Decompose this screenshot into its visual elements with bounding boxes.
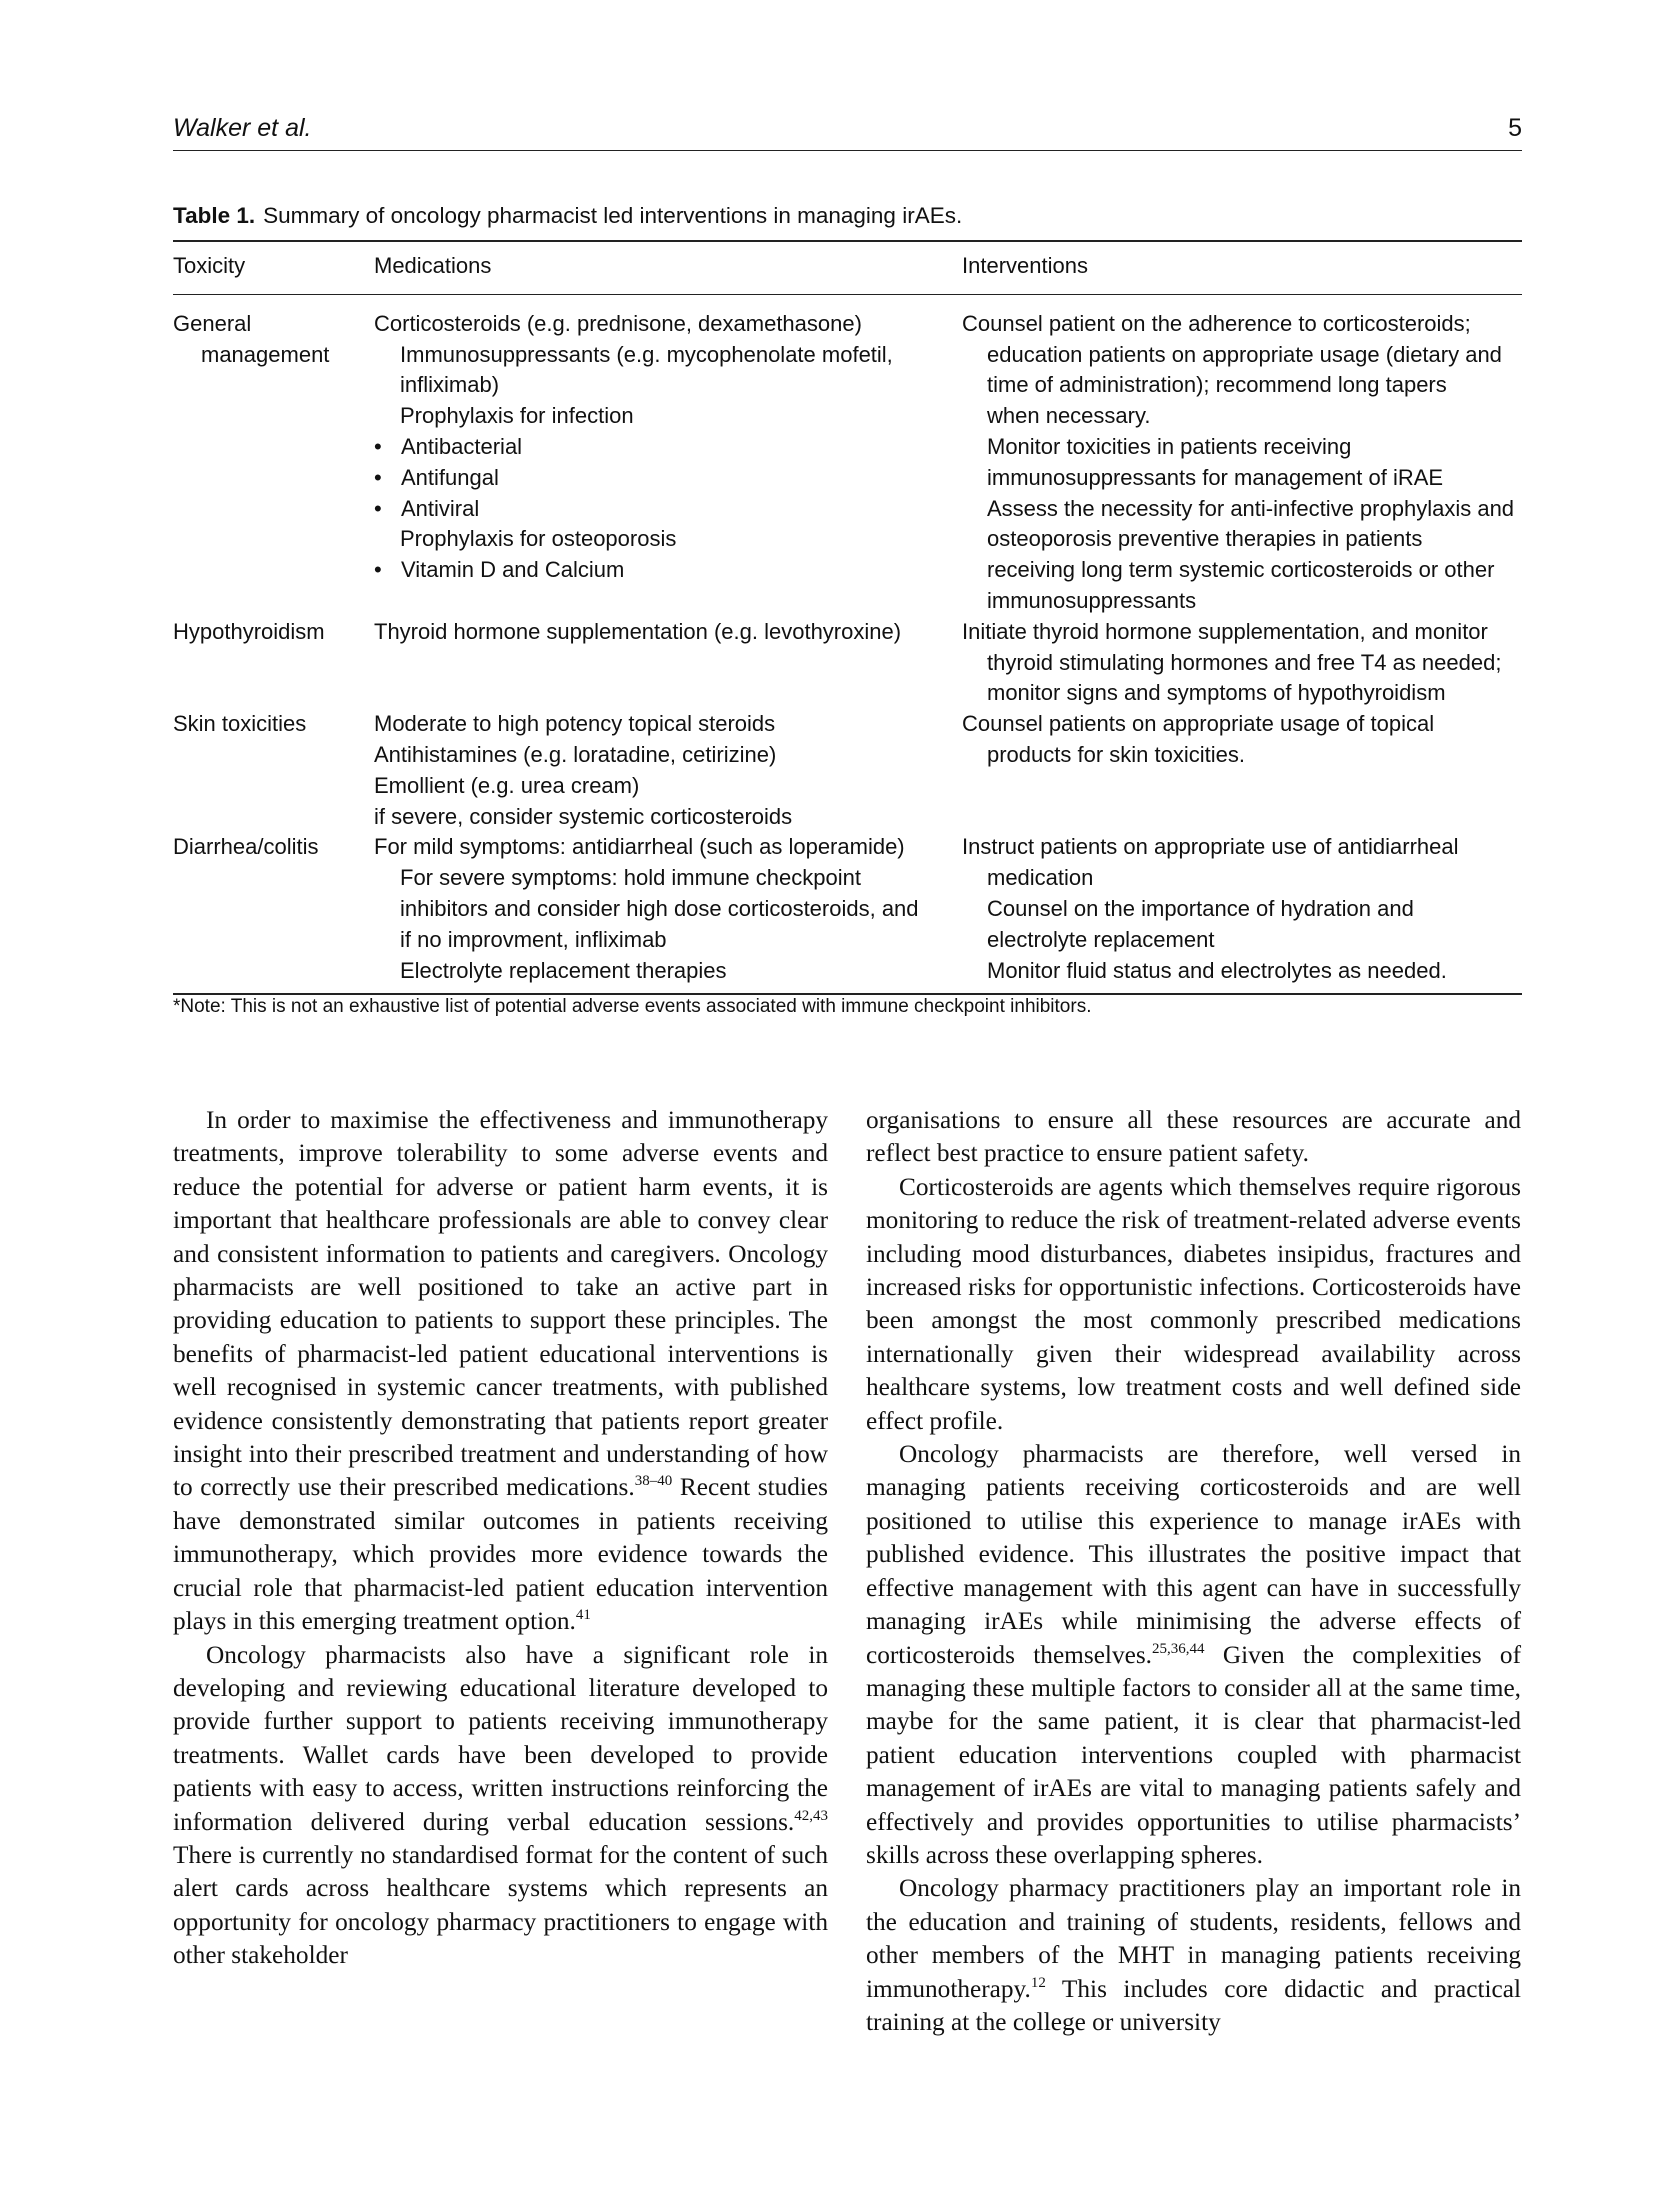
body-column-left	[173, 1104, 828, 1973]
interventions-table	[173, 240, 1522, 995]
cell-interventions	[962, 709, 1522, 832]
paragraph-text: This includes core didactic and practical training at the college or university	[866, 1974, 1521, 2036]
table-body	[173, 294, 1522, 994]
cell-interventions	[962, 617, 1522, 709]
cell-medications	[374, 294, 962, 616]
column-header-interventions: Interventions	[962, 241, 1522, 294]
toxicity-label: Diarrhea/colitis	[173, 834, 319, 860]
medication-line	[374, 802, 962, 833]
intervention-line: medication	[987, 865, 1094, 891]
medication-text: Prophylaxis for infection	[400, 403, 634, 429]
cell-interventions	[962, 832, 1522, 994]
medication-line	[374, 617, 962, 648]
body-column-right	[866, 1104, 1521, 2039]
intervention-line: Counsel patient on the adherence to corticosteroids;	[962, 310, 1471, 336]
medication-line	[374, 894, 962, 925]
body-paragraph	[866, 1438, 1521, 1872]
intervention-line: Monitor fluid status and electrolytes as needed.	[987, 957, 1447, 983]
intervention-line: Monitor toxicities in patients receiving	[987, 433, 1352, 459]
intervention-line: Instruct patients on appropriate use of antidiarrheal	[962, 834, 1459, 860]
medication-line	[374, 956, 962, 987]
medication-text: Antifungal	[401, 464, 499, 490]
medication-bullet-item	[374, 494, 962, 525]
intervention-line: immunosuppressants	[987, 587, 1197, 613]
paragraph-text: Oncology pharmacists are therefore, well versed in managing patients receiving corticosteroids and are well positioned to utilise this experience to manage irAEs with published evidence. This illustrates the positive impact that effective management with this agent can have in successfully managing irAEs while minimising the adverse effects of corticosteroids themselves.	[866, 1440, 1521, 1669]
medication-line	[374, 401, 962, 432]
medication-text: Immunosuppressants (e.g. mycophenolate mofetil,	[400, 341, 893, 367]
running-head	[173, 114, 1522, 151]
intervention-line: Counsel patients on appropriate usage of topical	[962, 711, 1435, 737]
medication-text: Corticosteroids (e.g. prednisone, dexamethasone)	[374, 310, 862, 336]
medication-line	[374, 925, 962, 956]
medication-line	[374, 309, 962, 340]
paragraph-text: Given the complexities of managing these multiple factors to consider all at the same time, maybe for the same patient, it is clear that pharmacist-led patient education interventions coupled with pharmacist management of irAEs are vital to managing patients safely and effectively and provides opportunities to utilise pharmacists’ skills across these overlapping spheres.	[866, 1640, 1521, 1869]
cell-toxicity	[173, 832, 374, 994]
toxicity-label: management	[201, 341, 330, 367]
column-header-toxicity: Toxicity	[173, 241, 374, 294]
medication-text: Antihistamines (e.g. loratadine, cetirizine)	[374, 741, 777, 767]
citation-superscript: 41	[575, 1607, 591, 1624]
table-note: *Note: This is not an exhaustive list of potential adverse events associated with immune checkpoint inhibitors.	[173, 996, 1092, 1017]
medication-line	[374, 771, 962, 802]
table-caption-label: Table 1.	[173, 203, 256, 228]
medication-text: inhibitors and consider high dose corticosteroids, and	[400, 895, 919, 921]
citation-superscript: 38–40	[634, 1473, 673, 1490]
intervention-line: receiving long term systemic corticosteroids or other	[987, 557, 1495, 583]
body-paragraph	[866, 1872, 1521, 2039]
page-number: 5	[1508, 114, 1522, 142]
medication-text: Moderate to high potency topical steroids	[374, 711, 776, 737]
table-row	[173, 832, 1522, 994]
medication-text: Antibacterial	[401, 433, 523, 459]
intervention-line: Counsel on the importance of hydration and	[987, 895, 1414, 921]
cell-toxicity	[173, 709, 374, 832]
column-header-medications: Medications	[374, 241, 962, 294]
cell-interventions	[962, 294, 1522, 616]
intervention-line: thyroid stimulating hormones and free T4 as needed;	[987, 649, 1502, 675]
medication-text: For severe symptoms: hold immune checkpoint	[400, 865, 861, 891]
medication-text: if severe, consider systemic corticosteroids	[374, 803, 793, 829]
medication-text: Vitamin D and Calcium	[401, 557, 625, 583]
cell-toxicity	[173, 294, 374, 616]
toxicity-label: Skin toxicities	[173, 711, 307, 737]
medication-line	[374, 524, 962, 555]
table-row	[173, 617, 1522, 709]
intervention-line: time of administration); recommend long tapers	[987, 372, 1447, 398]
cell-medications	[374, 832, 962, 994]
medication-line	[374, 832, 962, 863]
table-caption	[173, 203, 962, 229]
table-row	[173, 294, 1522, 616]
toxicity-label: General	[173, 310, 252, 336]
body-paragraph: Corticosteroids are agents which themselves require rigorous monitoring to reduce the risk of treatment-related adverse events including mood disturbances, diabetes insipidus, fractures and increased risks for opportunistic infections. Corticosteroids have been amongst the most commonly prescribed medications internationally given their widespread availability across healthcare systems, low treatment costs and well defined side effect profile.	[866, 1172, 1521, 1435]
summary-table	[173, 240, 1522, 995]
medication-line	[374, 740, 962, 771]
medication-line	[374, 340, 962, 371]
medication-text: Thyroid hormone supplementation (e.g. levothyroxine)	[374, 618, 902, 644]
medication-text: Emollient (e.g. urea cream)	[374, 772, 640, 798]
medication-text: Antiviral	[401, 495, 480, 521]
medication-text: For mild symptoms: antidiarrheal (such as loperamide)	[374, 834, 905, 860]
cell-medications	[374, 709, 962, 832]
body-paragraph	[173, 1639, 828, 1973]
running-head-authors: Walker et al.	[173, 114, 312, 142]
paragraph-text: There is currently no standardised format for the content of such alert cards across healthcare systems which represents an opportunity for oncology pharmacy practitioners to engage with other stakeholder	[173, 1840, 828, 1970]
medication-text: if no improvment, infliximab	[400, 926, 667, 952]
intervention-line: Initiate thyroid hormone supplementation, and monitor	[962, 618, 1488, 644]
medication-bullet-item	[374, 555, 962, 586]
intervention-line: immunosuppressants for management of iRAE	[987, 464, 1444, 490]
medication-bullet-item	[374, 463, 962, 494]
cell-toxicity	[173, 617, 374, 709]
table-header-row	[173, 241, 1522, 294]
paragraph-text: Recent studies have demonstrated similar outcomes in patients receiving immunotherapy, which provides more evidence towards the crucial role that pharmacist-led patient education intervention plays in this emerging treatment option.	[173, 1473, 829, 1636]
body-paragraph: organisations to ensure all these resources are accurate and reflect best practice to ensure patient safety.	[866, 1106, 1521, 1168]
citation-superscript: 12	[1030, 1974, 1046, 1991]
citation-superscript: 42,43	[794, 1807, 828, 1824]
medication-text: Prophylaxis for osteoporosis	[400, 526, 677, 552]
intervention-line: products for skin toxicities.	[987, 741, 1245, 767]
cell-medications	[374, 617, 962, 709]
body-paragraph	[173, 1104, 828, 1639]
medication-text: Electrolyte replacement therapies	[400, 957, 727, 983]
intervention-line: education patients on appropriate usage (dietary and	[987, 341, 1502, 367]
paragraph-text: Oncology pharmacists also have a significant role in developing and reviewing educational literature developed to provide further support to patients receiving immunotherapy treatments. Wallet cards have been developed to provide patients with easy to access, written instructions reinforcing the information delivered during verbal education sessions.	[173, 1640, 828, 1836]
medication-line	[374, 370, 962, 401]
paragraph-text: In order to maximise the effectiveness and immunotherapy treatments, improve tolerability to some adverse events and reduce the potential for adverse or patient harm events, it is important that healthcare professionals are able to convey clear and consistent information to patients and caregivers. Oncology pharmacists are well positioned to take an active part in providing education to patients to support these principles. The benefits of pharmacist-led patient educational interventions is well recognised in systemic cancer treatments, with published evidence consistently demonstrating that patients report greater insight into their prescribed treatment and understanding of how to correctly use their prescribed medications.	[173, 1106, 828, 1502]
paragraph-text: Oncology pharmacy practitioners play an important role in the education and training of students, residents, fellows and other members of the MHT in managing patients receiving immunotherapy.	[866, 1874, 1521, 2003]
intervention-line: Assess the necessity for anti-infective prophylaxis and	[987, 495, 1515, 521]
medication-text: infliximab)	[400, 372, 500, 398]
medication-line	[374, 863, 962, 894]
intervention-line: when necessary.	[987, 403, 1151, 429]
toxicity-label: Hypothyroidism	[173, 618, 325, 644]
table-row	[173, 709, 1522, 832]
table-caption-text: Summary of oncology pharmacist led interventions in managing irAEs.	[263, 203, 963, 228]
intervention-line: monitor signs and symptoms of hypothyroidism	[987, 680, 1446, 706]
citation-superscript: 25,36,44	[1152, 1640, 1205, 1657]
intervention-line: osteoporosis preventive therapies in patients	[987, 526, 1423, 552]
medication-line	[374, 709, 962, 740]
medication-bullet-item	[374, 432, 962, 463]
intervention-line: electrolyte replacement	[987, 926, 1215, 952]
